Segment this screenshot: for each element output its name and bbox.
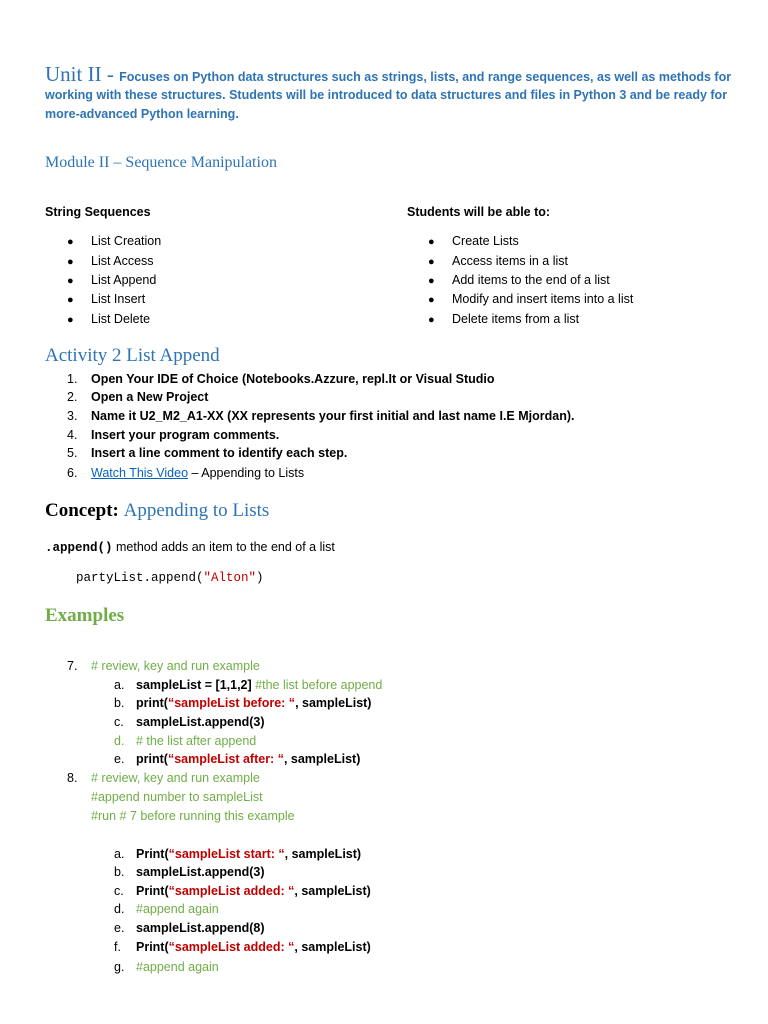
step-text: Insert your program comments. bbox=[91, 428, 280, 442]
bullet-icon: ● bbox=[428, 236, 435, 248]
list-item: Access items in a list bbox=[452, 254, 569, 268]
bullet-icon: ● bbox=[428, 256, 435, 268]
code-text: , sampleList) bbox=[295, 696, 372, 710]
sub-letter: a. bbox=[114, 847, 125, 861]
code-text: print( bbox=[136, 752, 168, 766]
step-number: 6. bbox=[67, 466, 78, 480]
step-text: Open Your IDE of Choice (Notebooks.Azzure, repl.It or Visual Studio bbox=[91, 372, 495, 386]
sequences-heading: String Sequences bbox=[45, 205, 151, 219]
code-text: Print( bbox=[136, 847, 169, 861]
activity-title: Activity 2 List Append bbox=[45, 345, 220, 366]
bullet-icon: ● bbox=[67, 256, 74, 268]
code-line: sampleList.append(3) bbox=[136, 715, 265, 729]
example-number: 8. bbox=[67, 771, 78, 785]
bullet-icon: ● bbox=[67, 275, 74, 287]
code-suffix: ) bbox=[256, 571, 264, 585]
step-number: 4. bbox=[67, 428, 78, 442]
bullet-icon: ● bbox=[428, 275, 435, 287]
example-number: 7. bbox=[67, 659, 78, 673]
code-line bbox=[136, 940, 371, 954]
example-comment: # review, key and run example bbox=[91, 771, 260, 785]
example-comment: #append number to sampleList bbox=[91, 790, 263, 804]
method-name: .append() bbox=[45, 541, 113, 555]
bullet-icon: ● bbox=[67, 236, 74, 248]
code-line bbox=[136, 696, 371, 710]
code-line: sampleList.append(3) bbox=[136, 865, 265, 879]
step-text bbox=[91, 466, 304, 480]
step-number: 2. bbox=[67, 390, 78, 404]
code-text: print( bbox=[136, 696, 168, 710]
objectives-heading: Students will be able to: bbox=[407, 205, 551, 219]
code-line bbox=[136, 752, 360, 766]
code-text: , sampleList) bbox=[294, 940, 371, 954]
step-number: 3. bbox=[67, 409, 78, 423]
code-example bbox=[76, 571, 264, 585]
code-string: “sampleList start: “ bbox=[168, 847, 285, 861]
concept-title: Appending to Lists bbox=[123, 500, 270, 521]
sub-letter: e. bbox=[114, 921, 125, 935]
code-text: sampleList = [1,1,2] bbox=[136, 678, 256, 692]
code-line bbox=[136, 678, 382, 692]
list-item: List Delete bbox=[91, 312, 151, 326]
bullet-icon: ● bbox=[67, 314, 74, 326]
sub-letter: c. bbox=[114, 884, 124, 898]
unit-title bbox=[45, 62, 731, 87]
list-item: List Insert bbox=[91, 292, 146, 306]
step-text-suffix: – Appending to Lists bbox=[188, 466, 305, 480]
sub-letter: b. bbox=[114, 696, 125, 710]
code-line bbox=[136, 847, 361, 861]
list-item: Add items to the end of a list bbox=[452, 273, 610, 287]
unit-description-line1: Focuses on Python data structures such as strings, lists, and range sequences, as well as methods for bbox=[119, 70, 732, 84]
sub-letter: a. bbox=[114, 678, 125, 692]
examples-title: Examples bbox=[45, 605, 125, 626]
code-string: “sampleList added: “ bbox=[168, 940, 295, 954]
code-text: , sampleList) bbox=[283, 752, 361, 766]
code-string: “sampleList before: “ bbox=[167, 696, 296, 710]
sub-letter: d. bbox=[114, 734, 125, 748]
list-item: Modify and insert items into a list bbox=[452, 292, 634, 306]
code-line bbox=[136, 884, 371, 898]
code-comment: #append again bbox=[136, 902, 219, 916]
concept-heading bbox=[45, 500, 269, 522]
example-comment: # review, key and run example bbox=[91, 659, 260, 673]
unit-description-line3: more-advanced Python learning. bbox=[45, 107, 239, 121]
watch-video-link[interactable]: Watch This Video bbox=[91, 466, 189, 480]
code-prefix: partyList.append( bbox=[76, 571, 204, 585]
code-string: “sampleList added: “ bbox=[168, 884, 295, 898]
sub-letter: d. bbox=[114, 902, 125, 916]
step-text: Name it U2_M2_A1-XX (XX represents your first initial and last name I.E Mjordan). bbox=[91, 409, 575, 423]
list-item: List Access bbox=[91, 254, 154, 268]
code-comment: #the list before append bbox=[255, 678, 383, 692]
concept-description bbox=[45, 540, 335, 555]
method-description: method adds an item to the end of a list bbox=[112, 540, 335, 554]
step-text: Open a New Project bbox=[91, 390, 209, 404]
module-title: Module II – Sequence Manipulation bbox=[45, 154, 277, 171]
concept-label: Concept: bbox=[45, 500, 124, 521]
code-text: Print( bbox=[136, 884, 169, 898]
example-comment: #run # 7 before running this example bbox=[91, 809, 295, 823]
bullet-icon: ● bbox=[428, 314, 435, 326]
bullet-icon: ● bbox=[67, 294, 74, 306]
code-text: Print( bbox=[136, 940, 169, 954]
sub-letter: c. bbox=[114, 715, 124, 729]
code-string: “sampleList after: “ bbox=[167, 752, 284, 766]
sub-letter: g. bbox=[114, 960, 125, 974]
code-text: , sampleList) bbox=[284, 847, 362, 861]
unit-title-text: Unit II - bbox=[45, 62, 120, 86]
list-item: Delete items from a list bbox=[452, 312, 580, 326]
list-item: List Append bbox=[91, 273, 157, 287]
code-comment: # the list after append bbox=[136, 734, 257, 748]
code-line: sampleList.append(8) bbox=[136, 921, 265, 935]
list-item: List Creation bbox=[91, 234, 162, 248]
sub-letter: b. bbox=[114, 865, 125, 879]
step-number: 5. bbox=[67, 446, 78, 460]
sub-letter: f. bbox=[114, 940, 121, 954]
sub-letter: e. bbox=[114, 752, 125, 766]
code-text: , sampleList) bbox=[294, 884, 371, 898]
code-argument: "Alton" bbox=[203, 571, 257, 585]
unit-description-line2: working with these structures. Students will be introduced to data structures and files in Python 3 and be ready for bbox=[45, 88, 728, 102]
list-item: Create Lists bbox=[452, 234, 519, 248]
code-comment: #append again bbox=[136, 960, 219, 974]
step-text: Insert a line comment to identify each step. bbox=[91, 446, 348, 460]
bullet-icon: ● bbox=[428, 294, 435, 306]
step-number: 1. bbox=[67, 372, 78, 386]
